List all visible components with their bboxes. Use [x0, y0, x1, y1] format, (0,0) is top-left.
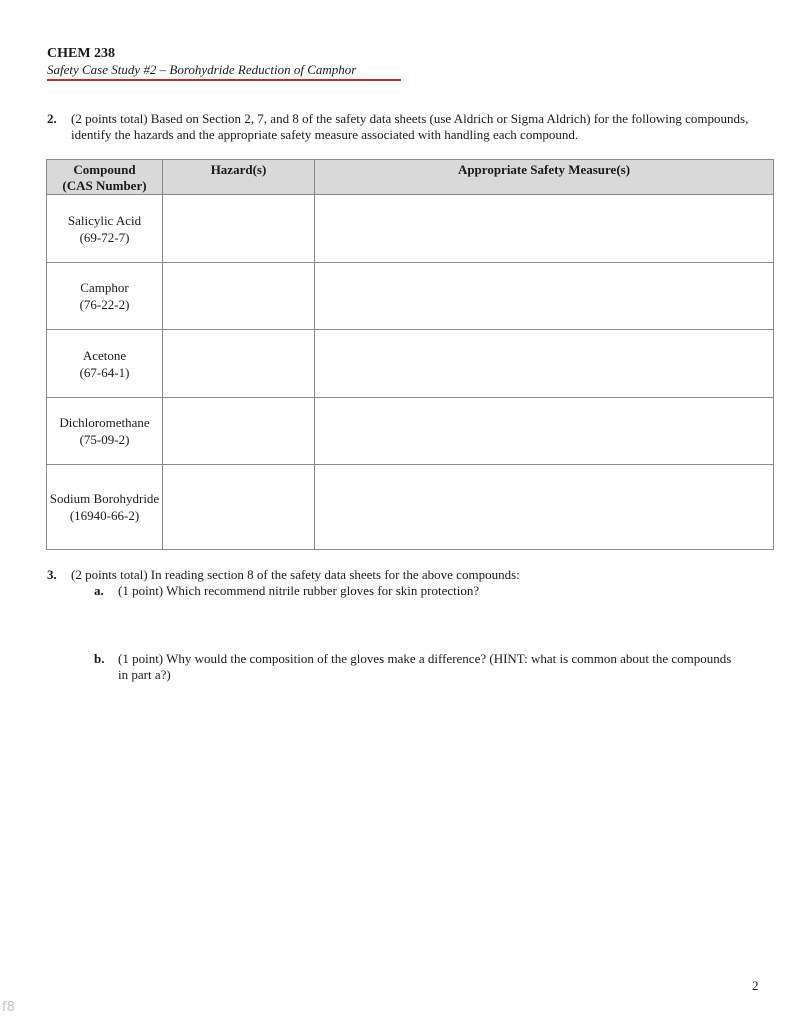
safety-measure-cell[interactable] — [315, 263, 774, 330]
cas-number: (69-72-7) — [79, 229, 130, 245]
compound-name: Dichloromethane — [59, 415, 150, 430]
hazard-cell[interactable] — [163, 465, 315, 550]
question-3b-text: (1 point) Why would the composition of the gloves make a difference? (HINT: what is common about the compounds in part a?) — [118, 651, 732, 682]
safety-measure-cell[interactable] — [315, 465, 774, 550]
question-3b — [94, 651, 744, 683]
corner-mark: f8 — [2, 1000, 15, 1015]
question-2-text: (2 points total) Based on Section 2, 7, and 8 of the safety data sheets (use Aldrich or Sigma Aldrich) for the following compounds, identify the hazards and the appropriate safety measure associated with handling each compound. — [71, 111, 749, 142]
hazards-column-header: Hazard(s) — [163, 160, 315, 195]
table-row — [47, 465, 774, 550]
compound-cell — [47, 195, 163, 263]
hazard-table — [46, 159, 774, 550]
cas-number: (16940-66-2) — [69, 508, 140, 523]
question-3a-letter: a. — [94, 583, 104, 598]
table-row — [47, 330, 774, 398]
hazard-cell[interactable] — [163, 263, 315, 330]
safety-measure-cell[interactable] — [315, 195, 774, 263]
cas-number: (75-09-2) — [79, 432, 130, 447]
question-3-number: 3. — [47, 567, 57, 582]
compound-cell — [47, 330, 163, 398]
table-row — [47, 398, 774, 465]
case-study-subtitle: Safety Case Study #2 – Borohydride Reduction of Camphor — [47, 62, 401, 81]
page-number: 2 — [752, 978, 759, 993]
hazard-cell[interactable] — [163, 330, 315, 398]
compound-name: Sodium Borohydride — [49, 491, 160, 506]
question-3-text: (2 points total) In reading section 8 of the safety data sheets for the above compounds: — [71, 567, 520, 582]
compound-column-header: Compound (CAS Number) — [47, 160, 163, 195]
hazard-cell[interactable] — [163, 195, 315, 263]
safety-measures-column-header: Appropriate Safety Measure(s) — [315, 160, 774, 195]
table-header-row — [47, 160, 774, 195]
table-row — [47, 263, 774, 330]
hazard-cell[interactable] — [163, 398, 315, 465]
cas-number: (67-64-1) — [79, 364, 130, 380]
course-title: CHEM 238 — [47, 46, 116, 61]
safety-measure-cell[interactable] — [315, 398, 774, 465]
compound-cell — [47, 465, 163, 550]
question-3 — [47, 567, 763, 583]
compound-name: Camphor — [80, 280, 129, 295]
compound-cell — [47, 398, 163, 465]
table-row — [47, 195, 774, 263]
question-3b-letter: b. — [94, 651, 105, 666]
compound-name: Acetone — [82, 347, 127, 363]
question-2-number: 2. — [47, 111, 57, 126]
question-2 — [47, 111, 763, 143]
question-3a — [94, 583, 744, 599]
cas-number: (76-22-2) — [79, 297, 130, 312]
compound-name: Salicylic Acid — [67, 212, 142, 228]
question-3a-text: (1 point) Which recommend nitrile rubber gloves for skin protection? — [118, 583, 480, 598]
compound-cell — [47, 263, 163, 330]
page-header — [47, 45, 401, 81]
safety-measure-cell[interactable] — [315, 330, 774, 398]
